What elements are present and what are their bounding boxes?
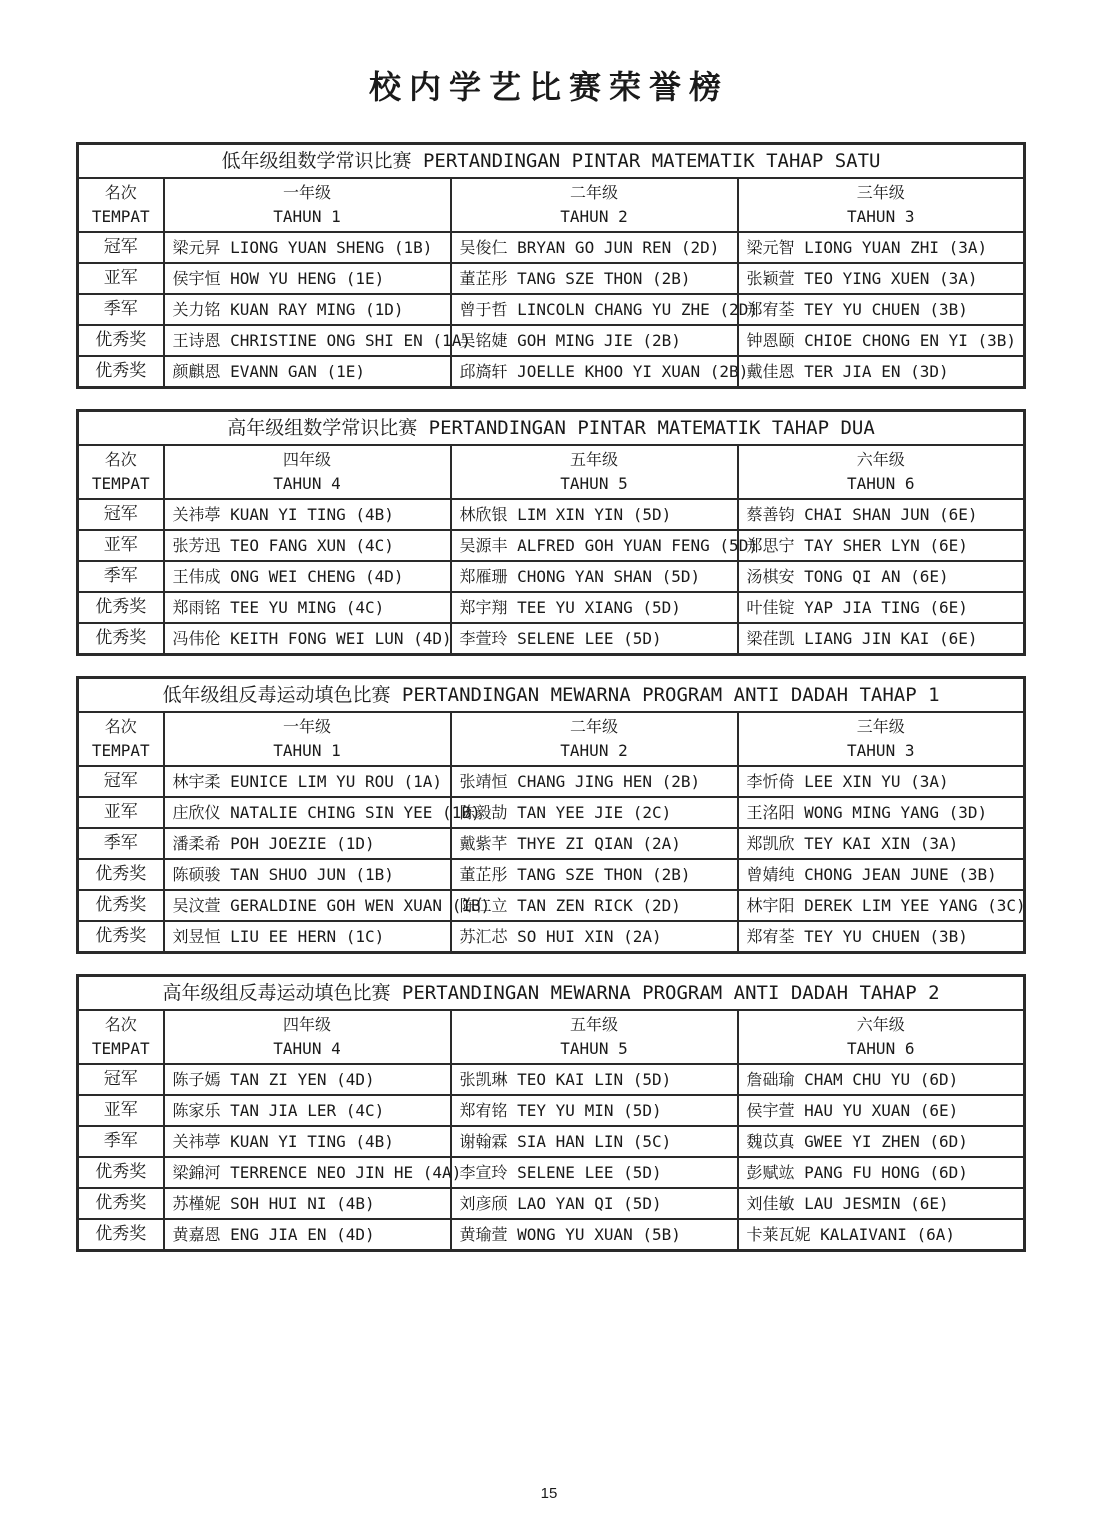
- rank-cell: 亚军: [78, 530, 164, 561]
- winner-cell: 陈家乐 TAN JIA LER (4C): [164, 1095, 451, 1126]
- winner-cell: 林宇阳 DEREK LIM YEE YANG (3C): [738, 890, 1025, 921]
- winner-cell: 吴俊仁 BRYAN GO JUN REN (2D): [451, 232, 738, 263]
- winner-cell: 梁元昇 LIONG YUAN SHENG (1B): [164, 232, 451, 263]
- winner-cell: 张靖恒 CHANG JING HEN (2B): [451, 766, 738, 797]
- page-title: 校内学艺比赛荣誉榜: [368, 68, 729, 106]
- winner-cell: 李宣玲 SELENE LEE (5D): [451, 1157, 738, 1188]
- winner-cell: 郑宥铭 TEY YU MIN (5D): [451, 1095, 738, 1126]
- winner-cell: 彭赋竑 PANG FU HONG (6D): [738, 1157, 1025, 1188]
- winner-cell: 梁元智 LIONG YUAN ZHI (3A): [738, 232, 1025, 263]
- winner-cell: 张颖萱 TEO YING XUEN (3A): [738, 263, 1025, 294]
- rank-cell: 优秀奖: [78, 356, 164, 388]
- winner-cell: 梁荏凯 LIANG JIN KAI (6E): [738, 623, 1025, 655]
- winner-cell: 戴紫芊 THYE ZI QIAN (2A): [451, 828, 738, 859]
- grade-header: 五年级 TAHUN 5: [451, 445, 738, 499]
- rank-cell: 优秀奖: [78, 859, 164, 890]
- table-row: [78, 921, 1025, 953]
- winner-cell: 刘佳敏 LAU JESMIN (6E): [738, 1188, 1025, 1219]
- rank-header: 名次 TEMPAT: [78, 445, 164, 499]
- winner-cell: 冯伟伦 KEITH FONG WEI LUN (4D): [164, 623, 451, 655]
- winner-cell: 林欣银 LIM XIN YIN (5D): [451, 499, 738, 530]
- grade-header: 二年级 TAHUN 2: [451, 178, 738, 232]
- winner-cell: 郑凯欣 TEY KAI XIN (3A): [738, 828, 1025, 859]
- table-row: [78, 530, 1025, 561]
- winner-cell: 郑雁珊 CHONG YAN SHAN (5D): [451, 561, 738, 592]
- winner-cell: 吴汶萱 GERALDINE GOH WEN XUAN (1B): [164, 890, 451, 921]
- winner-cell: 卡莱瓦妮 KALAIVANI (6A): [738, 1219, 1025, 1251]
- rank-cell: 优秀奖: [78, 921, 164, 953]
- winner-cell: 李忻倚 LEE XIN YU (3A): [738, 766, 1025, 797]
- rank-cell: 优秀奖: [78, 890, 164, 921]
- rank-cell: 季军: [78, 828, 164, 859]
- winner-cell: 邱旖轩 JOELLE KHOO YI XUAN (2B): [451, 356, 738, 388]
- winner-cell: 颜麒恩 EVANN GAN (1E): [164, 356, 451, 388]
- grade-header: 四年级 TAHUN 4: [164, 1010, 451, 1064]
- rank-cell: 亚军: [78, 1095, 164, 1126]
- rank-cell: 季军: [78, 294, 164, 325]
- winner-cell: 张芳迅 TEO FANG XUN (4C): [164, 530, 451, 561]
- winner-cell: 侯宇萱 HAU YU XUAN (6E): [738, 1095, 1025, 1126]
- table-row: [78, 1157, 1025, 1188]
- rank-cell: 优秀奖: [78, 1188, 164, 1219]
- table-row: [78, 232, 1025, 263]
- winner-cell: 关祎葶 KUAN YI TING (4B): [164, 1126, 451, 1157]
- winner-cell: 陈仁立 TAN ZEN RICK (2D): [451, 890, 738, 921]
- winner-cell: 汤棋安 TONG QI AN (6E): [738, 561, 1025, 592]
- winner-cell: 吴铭婕 GOH MING JIE (2B): [451, 325, 738, 356]
- winner-cell: 叶佳锭 YAP JIA TING (6E): [738, 592, 1025, 623]
- table-row: [78, 828, 1025, 859]
- grade-header: 四年级 TAHUN 4: [164, 445, 451, 499]
- table-row: [78, 592, 1025, 623]
- winner-cell: 关力铭 KUAN RAY MING (1D): [164, 294, 451, 325]
- rank-cell: 季军: [78, 561, 164, 592]
- winner-cell: 曾于哲 LINCOLN CHANG YU ZHE (2D): [451, 294, 738, 325]
- grade-header: 六年级 TAHUN 6: [738, 445, 1025, 499]
- winner-cell: 曾婧纯 CHONG JEAN JUNE (3B): [738, 859, 1025, 890]
- winner-cell: 潘柔希 POH JOEZIE (1D): [164, 828, 451, 859]
- table-row: [78, 499, 1025, 530]
- winner-cell: 郑思宁 TAY SHER LYN (6E): [738, 530, 1025, 561]
- grade-header: 二年级 TAHUN 2: [451, 712, 738, 766]
- award-table-math-tahap-2: [76, 409, 1026, 656]
- winner-cell: 谢翰霖 SIA HAN LIN (5C): [451, 1126, 738, 1157]
- rank-cell: 季军: [78, 1126, 164, 1157]
- rank-cell: 冠军: [78, 1064, 164, 1095]
- page-number: 15: [540, 1485, 558, 1502]
- table-row: [78, 263, 1025, 294]
- table-row: [78, 890, 1025, 921]
- winner-cell: 郑雨铭 TEE YU MING (4C): [164, 592, 451, 623]
- grade-header: 五年级 TAHUN 5: [451, 1010, 738, 1064]
- grade-header: 三年级 TAHUN 3: [738, 712, 1025, 766]
- table-row: [78, 1188, 1025, 1219]
- winner-cell: 蔡善钧 CHAI SHAN JUN (6E): [738, 499, 1025, 530]
- winner-cell: 陈硕骏 TAN SHUO JUN (1B): [164, 859, 451, 890]
- grade-header: 一年级 TAHUN 1: [164, 178, 451, 232]
- table-row: [78, 766, 1025, 797]
- winner-cell: 苏槿妮 SOH HUI NI (4B): [164, 1188, 451, 1219]
- rank-header: 名次 TEMPAT: [78, 178, 164, 232]
- winner-cell: 戴佳恩 TER JIA EN (3D): [738, 356, 1025, 388]
- table-row: [78, 294, 1025, 325]
- winner-cell: 王洺阳 WONG MING YANG (3D): [738, 797, 1025, 828]
- winner-cell: 刘彦颀 LAO YAN QI (5D): [451, 1188, 738, 1219]
- table-row: [78, 1095, 1025, 1126]
- grade-header: 六年级 TAHUN 6: [738, 1010, 1025, 1064]
- header-row: [78, 1010, 1025, 1064]
- winner-cell: 关祎葶 KUAN YI TING (4B): [164, 499, 451, 530]
- rank-cell: 优秀奖: [78, 592, 164, 623]
- header-row: [78, 178, 1025, 232]
- rank-cell: 亚军: [78, 797, 164, 828]
- winner-cell: 郑宇翔 TEE YU XIANG (5D): [451, 592, 738, 623]
- table-row: [78, 1219, 1025, 1251]
- rank-header: 名次 TEMPAT: [78, 1010, 164, 1064]
- winner-cell: 张凯琳 TEO KAI LIN (5D): [451, 1064, 738, 1095]
- grade-header: 三年级 TAHUN 3: [738, 178, 1025, 232]
- table-title: 高年级组数学常识比赛 PERTANDINGAN PINTAR MATEMATIK TAHAP DUA: [78, 411, 1025, 446]
- winner-cell: 郑宥荃 TEY YU CHUEN (3B): [738, 294, 1025, 325]
- winner-cell: 梁錦河 TERRENCE NEO JIN HE (4A): [164, 1157, 451, 1188]
- header-row: [78, 712, 1025, 766]
- rank-cell: 优秀奖: [78, 623, 164, 655]
- winner-cell: 陈毅劼 TAN YEE JIE (2C): [451, 797, 738, 828]
- rank-cell: 冠军: [78, 232, 164, 263]
- award-table-math-tahap-1: [76, 142, 1026, 389]
- winner-cell: 郑宥荃 TEY YU CHUEN (3B): [738, 921, 1025, 953]
- rank-cell: 优秀奖: [78, 1219, 164, 1251]
- winner-cell: 陈子嫣 TAN ZI YEN (4D): [164, 1064, 451, 1095]
- winner-cell: 李萱玲 SELENE LEE (5D): [451, 623, 738, 655]
- winner-cell: 林宇柔 EUNICE LIM YU ROU (1A): [164, 766, 451, 797]
- table-row: [78, 797, 1025, 828]
- winner-cell: 王诗恩 CHRISTINE ONG SHI EN (1A): [164, 325, 451, 356]
- winner-cell: 魏苡真 GWEE YI ZHEN (6D): [738, 1126, 1025, 1157]
- winner-cell: 董芷彤 TANG SZE THON (2B): [451, 859, 738, 890]
- winner-cell: 詹础瑜 CHAM CHU YU (6D): [738, 1064, 1025, 1095]
- winner-cell: 苏汇芯 SO HUI XIN (2A): [451, 921, 738, 953]
- rank-cell: 冠军: [78, 499, 164, 530]
- award-table-colouring-tahap-2: [76, 974, 1026, 1252]
- table-row: [78, 1126, 1025, 1157]
- award-table-colouring-tahap-1: [76, 676, 1026, 954]
- winner-cell: 黄嘉恩 ENG JIA EN (4D): [164, 1219, 451, 1251]
- table-row: [78, 623, 1025, 655]
- rank-cell: 优秀奖: [78, 325, 164, 356]
- winner-cell: 侯宇恒 HOW YU HENG (1E): [164, 263, 451, 294]
- table-title: 低年级组反毒运动填色比赛 PERTANDINGAN MEWARNA PROGRAM ANTI DADAH TAHAP 1: [78, 678, 1025, 713]
- table-title: 高年级组反毒运动填色比赛 PERTANDINGAN MEWARNA PROGRAM ANTI DADAH TAHAP 2: [78, 976, 1025, 1011]
- rank-cell: 亚军: [78, 263, 164, 294]
- winner-cell: 庄欣仪 NATALIE CHING SIN YEE (1B): [164, 797, 451, 828]
- winner-cell: 钟恩颐 CHIOE CHONG EN YI (3B): [738, 325, 1025, 356]
- table-row: [78, 859, 1025, 890]
- winner-cell: 黄瑜萱 WONG YU XUAN (5B): [451, 1219, 738, 1251]
- rank-cell: 冠军: [78, 766, 164, 797]
- winner-cell: 吴源丰 ALFRED GOH YUAN FENG (5D): [451, 530, 738, 561]
- table-row: [78, 1064, 1025, 1095]
- table-title: 低年级组数学常识比赛 PERTANDINGAN PINTAR MATEMATIK TAHAP SATU: [78, 144, 1025, 179]
- table-row: [78, 356, 1025, 388]
- grade-header: 一年级 TAHUN 1: [164, 712, 451, 766]
- winner-cell: 刘昱恒 LIU EE HERN (1C): [164, 921, 451, 953]
- winner-cell: 王伟成 ONG WEI CHENG (4D): [164, 561, 451, 592]
- table-row: [78, 325, 1025, 356]
- header-row: [78, 445, 1025, 499]
- winner-cell: 董芷彤 TANG SZE THON (2B): [451, 263, 738, 294]
- table-row: [78, 561, 1025, 592]
- rank-cell: 优秀奖: [78, 1157, 164, 1188]
- rank-header: 名次 TEMPAT: [78, 712, 164, 766]
